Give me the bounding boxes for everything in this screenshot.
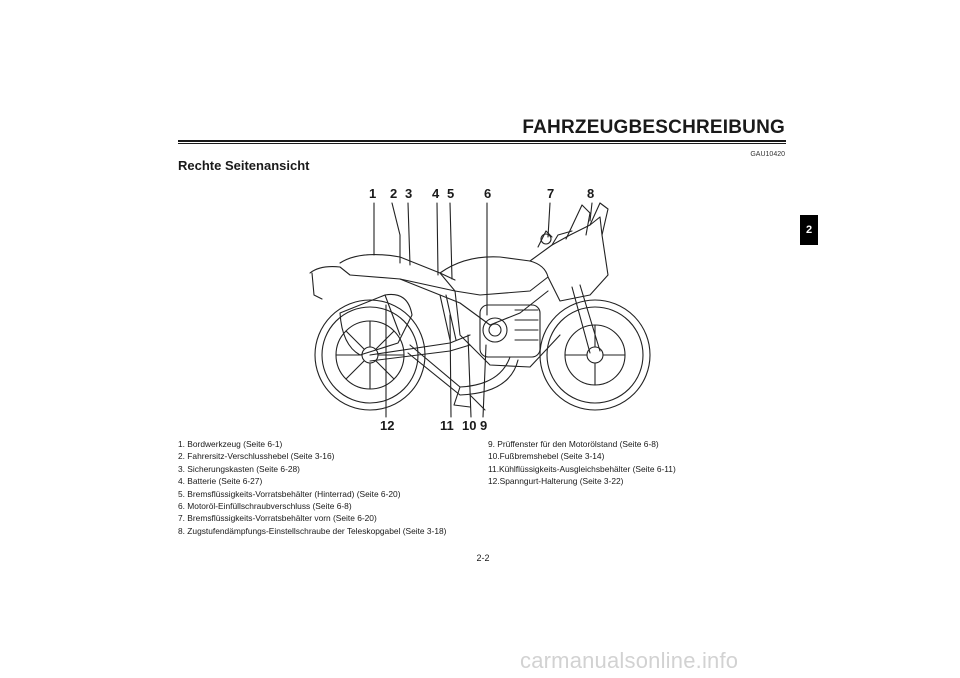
callout-12: 12	[380, 418, 395, 433]
legend-item: 4. Batterie (Seite 6-27)	[178, 476, 263, 487]
legend-right	[488, 438, 788, 488]
callout-4: 4	[432, 186, 440, 201]
legend-item: 1. Bordwerkzeug (Seite 6-1)	[178, 439, 283, 449]
legend-item: 9. Prüffenster für den Motorölstand (Seite 6-8)	[488, 439, 659, 449]
legend-item: 5. Bremsflüssigkeits-Vorratsbehälter (Hinterrad) (Seite 6-20)	[178, 488, 401, 499]
page-number: 2-2	[476, 553, 490, 563]
watermark: carmanualsonline.info	[520, 648, 739, 673]
document-code: GAU10420	[750, 151, 785, 158]
header-rule	[178, 140, 786, 142]
callout-7: 7	[547, 186, 555, 201]
chapter-title: FAHRZEUGBESCHREIBUNG	[522, 117, 785, 138]
legend-item: 11.Kühlflüssigkeits-Ausgleichsbehälter (Seite 6-11)	[488, 463, 676, 474]
legend-item: 3. Sicherungskasten (Seite 6-28)	[178, 463, 300, 474]
legend-item: 12.Spanngurt-Halterung (Seite 3-22)	[488, 476, 624, 487]
callout-1: 1	[369, 186, 377, 201]
callout-8: 8	[587, 186, 595, 201]
section-title: Rechte Seitenansicht	[178, 158, 310, 173]
legend-item: 7. Bremsflüssigkeits-Vorratsbehälter vorn (Seite 6-20)	[178, 513, 377, 524]
legend-item: 8. Zugstufendämpfungs-Einstellschraube der Teleskopgabel (Seite 3-18)	[178, 525, 447, 536]
callout-10: 10	[462, 418, 477, 433]
chapter-tab: 2	[800, 215, 818, 245]
callout-9: 9	[480, 418, 488, 433]
legend-item: 2. Fahrersitz-Verschlusshebel (Seite 3-16)	[178, 451, 335, 462]
callout-2: 2	[390, 186, 398, 201]
header-rule-thin	[178, 143, 786, 144]
legend-left	[178, 438, 478, 537]
callout-5: 5	[447, 186, 455, 201]
motorcycle-right-side-icon	[290, 195, 670, 435]
callout-6: 6	[484, 186, 492, 201]
legend-item: 6. Motoröl-Einfüllschraubverschluss (Seite 6-8)	[178, 501, 352, 512]
callout-11: 11	[440, 418, 454, 433]
callout-3: 3	[405, 186, 413, 201]
legend-item: 10.Fußbremshebel (Seite 3-14)	[488, 451, 605, 462]
